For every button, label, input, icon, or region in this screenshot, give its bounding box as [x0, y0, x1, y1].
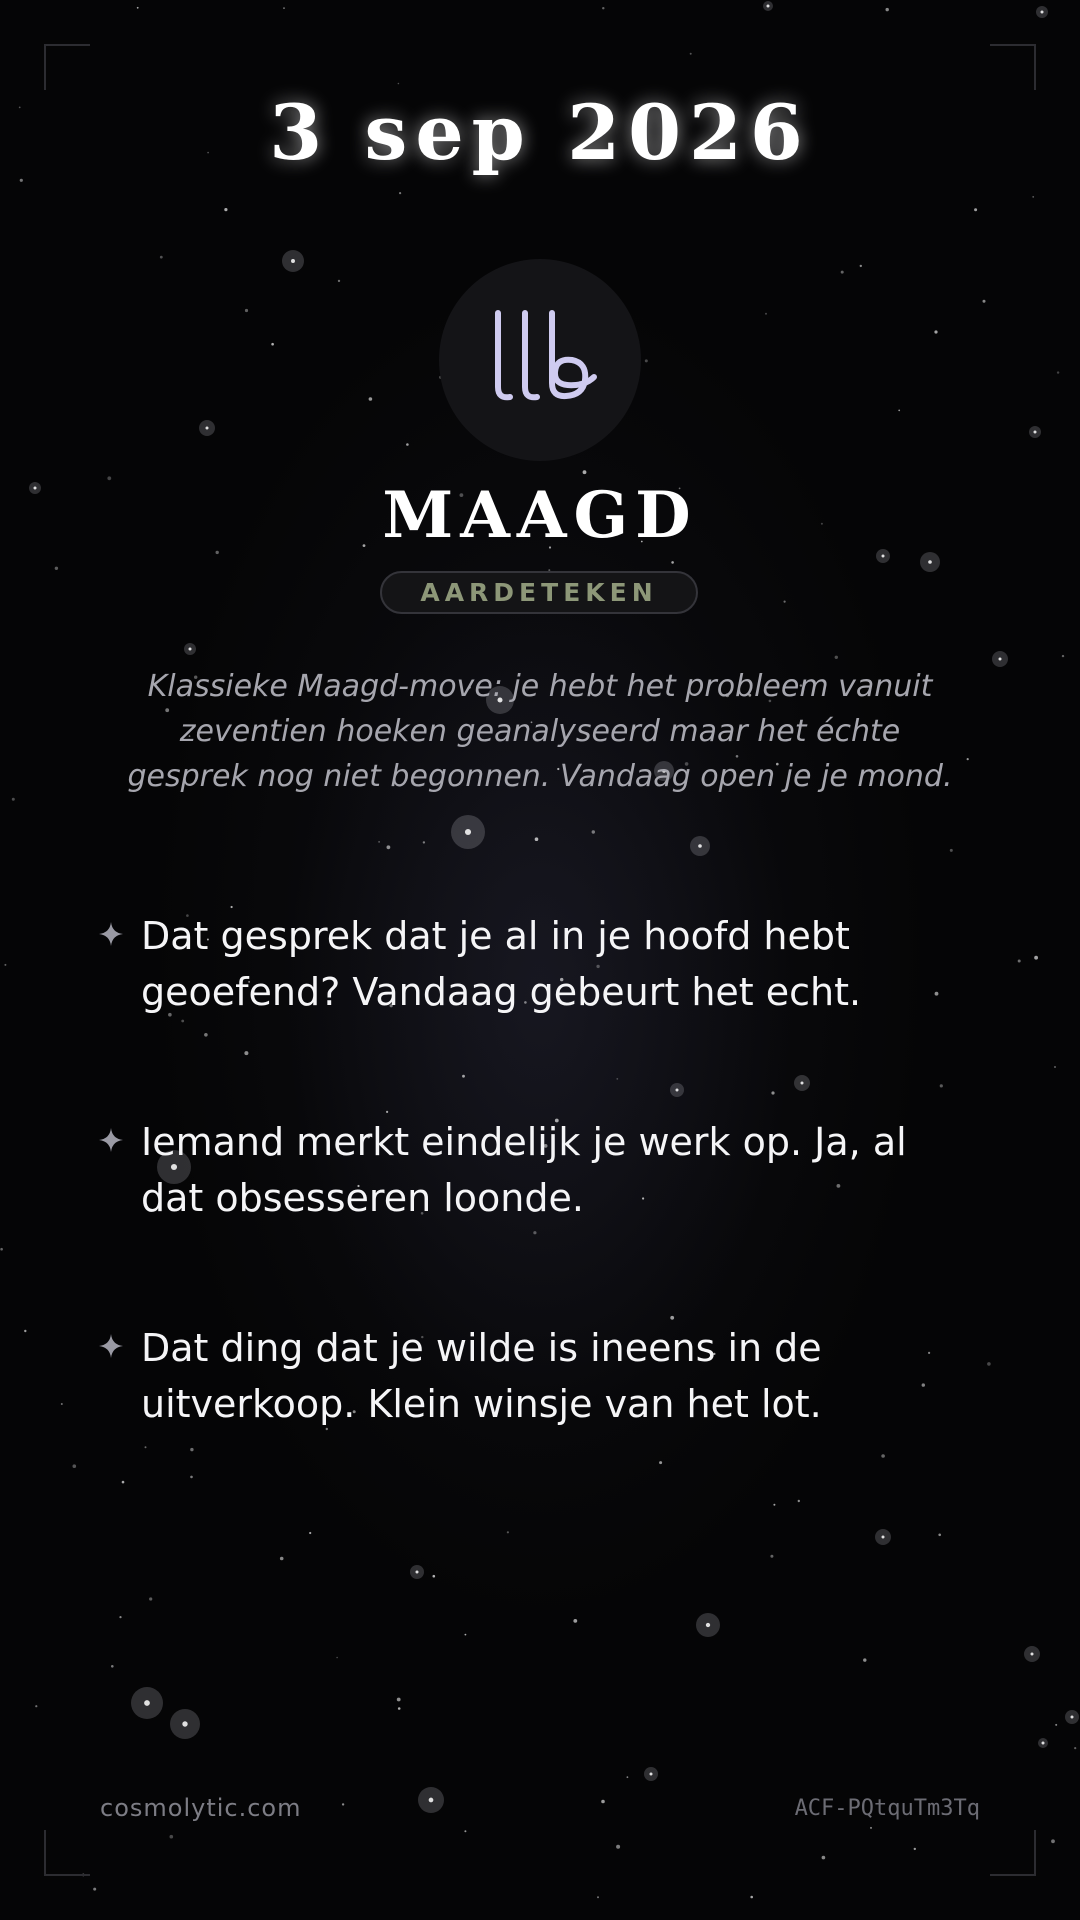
star	[987, 1362, 991, 1366]
star	[1054, 1066, 1056, 1068]
star	[592, 830, 595, 833]
star	[767, 5, 770, 8]
star	[597, 1896, 599, 1898]
star	[1057, 371, 1059, 373]
star	[93, 1888, 96, 1891]
star	[464, 1830, 466, 1832]
star	[398, 83, 400, 85]
star	[773, 1504, 775, 1506]
star	[645, 359, 648, 362]
star	[160, 256, 163, 259]
star	[928, 560, 932, 564]
star	[507, 1531, 509, 1533]
star	[706, 1623, 710, 1627]
star	[616, 1078, 618, 1080]
star	[398, 1707, 401, 1710]
star	[224, 208, 227, 211]
star	[397, 1698, 401, 1702]
star	[462, 1075, 465, 1078]
star	[690, 53, 692, 55]
star	[601, 1800, 605, 1804]
prediction-text: Iemand merkt eindelijk je werk op. Ja, al dat obsesseren loonde.	[141, 1120, 907, 1220]
star	[940, 1084, 943, 1087]
star	[280, 1557, 284, 1561]
star	[974, 208, 977, 211]
star	[602, 7, 604, 9]
star	[573, 1619, 577, 1623]
intro-text: Klassieke Maagd-move: je hebt het probleem vanuit zeventien hoeken geanalyseerd maar het échte gesprek nog niet begonnen. Vandaag open je je mond.	[127, 669, 953, 794]
star	[835, 656, 838, 659]
star	[399, 192, 401, 194]
star	[122, 1481, 125, 1484]
star	[190, 1476, 193, 1479]
star	[189, 648, 192, 651]
sign-name: MAAGD	[382, 478, 698, 553]
star	[1062, 655, 1064, 657]
star	[149, 1597, 152, 1600]
star	[283, 7, 285, 9]
star	[24, 1330, 26, 1332]
star	[55, 567, 58, 570]
corner-bracket-bottom-right	[990, 1830, 1036, 1876]
star	[881, 1454, 885, 1458]
corner-bracket-top-left	[44, 44, 90, 90]
star	[190, 1448, 193, 1451]
star	[882, 555, 885, 558]
star	[938, 1534, 941, 1537]
star	[465, 829, 471, 835]
star	[386, 1111, 388, 1113]
star	[119, 1616, 121, 1618]
star	[650, 1773, 653, 1776]
sparkle-icon	[98, 921, 124, 947]
star	[73, 1464, 77, 1468]
star	[309, 1532, 311, 1534]
sparkle-icon	[98, 1127, 124, 1153]
star	[671, 561, 674, 564]
star	[387, 845, 391, 849]
star	[1051, 1839, 1055, 1843]
star	[886, 8, 889, 11]
star	[765, 313, 767, 315]
element-badge: AARDETEKEN	[380, 571, 698, 614]
star	[863, 1658, 866, 1661]
star	[429, 1798, 434, 1803]
star	[378, 841, 380, 843]
star	[204, 1033, 208, 1037]
star	[271, 343, 274, 346]
sparkle-icon	[98, 1333, 124, 1359]
star	[61, 1403, 63, 1405]
star	[206, 427, 209, 430]
star	[1031, 1653, 1034, 1656]
date-heading: 3 sep 2026	[269, 88, 811, 177]
star	[583, 470, 587, 474]
star	[627, 1776, 629, 1778]
star	[616, 1845, 620, 1849]
prediction-text: Dat gesprek dat je al in je hoofd hebt geoefend? Vandaag gebeurt het echt.	[141, 914, 862, 1014]
star	[983, 300, 986, 303]
corner-bracket-bottom-left	[44, 1830, 90, 1876]
star	[898, 410, 900, 412]
star	[771, 1091, 774, 1094]
star	[111, 1665, 114, 1668]
star	[659, 1461, 662, 1464]
star	[1018, 960, 1021, 963]
prediction-text: Dat ding dat je wilde is ineens in de uitverkoop. Klein winsje van het lot.	[141, 1326, 822, 1426]
star	[416, 1571, 419, 1574]
star	[698, 844, 702, 848]
star	[170, 1835, 174, 1839]
sign-symbol-badge	[439, 259, 641, 461]
footer-code: ACF-PQtquTm3Tq	[794, 1796, 980, 1821]
star	[12, 798, 15, 801]
star	[860, 265, 862, 267]
star	[750, 1896, 753, 1899]
star	[841, 271, 844, 274]
star	[137, 7, 139, 9]
star	[1041, 11, 1044, 14]
star	[1034, 431, 1037, 434]
star	[770, 1555, 773, 1558]
footer-site-link[interactable]: cosmolytic.com	[100, 1794, 302, 1822]
star	[35, 1705, 37, 1707]
star	[20, 179, 23, 182]
star	[336, 1657, 338, 1659]
star	[244, 1051, 248, 1055]
star	[145, 1446, 147, 1448]
star	[1055, 1724, 1057, 1726]
star	[784, 601, 786, 603]
star	[914, 1848, 916, 1850]
star	[882, 1536, 885, 1539]
star	[967, 758, 969, 760]
star	[798, 1500, 800, 1502]
corner-bracket-top-right	[990, 44, 1036, 90]
star	[291, 259, 295, 263]
star	[801, 1082, 804, 1085]
star	[465, 1634, 467, 1636]
star	[676, 1089, 679, 1092]
star	[342, 1803, 344, 1805]
star	[1071, 1716, 1074, 1719]
star	[822, 1856, 826, 1860]
star	[1034, 956, 1038, 960]
virgo-glyph-icon	[439, 259, 641, 461]
star	[870, 1827, 872, 1829]
star	[1074, 1747, 1076, 1749]
star	[433, 1575, 436, 1578]
star	[4, 964, 6, 966]
star	[0, 1248, 3, 1251]
star	[1042, 1742, 1045, 1745]
star	[181, 1020, 184, 1023]
star	[245, 309, 248, 312]
star	[182, 1721, 187, 1726]
star	[144, 1700, 150, 1706]
star	[338, 280, 340, 282]
star	[535, 837, 539, 841]
star	[950, 849, 953, 852]
star	[934, 330, 937, 333]
star	[423, 841, 425, 843]
star	[533, 1231, 536, 1234]
star	[369, 397, 373, 401]
star	[1032, 196, 1034, 198]
star	[406, 443, 409, 446]
star	[999, 658, 1002, 661]
